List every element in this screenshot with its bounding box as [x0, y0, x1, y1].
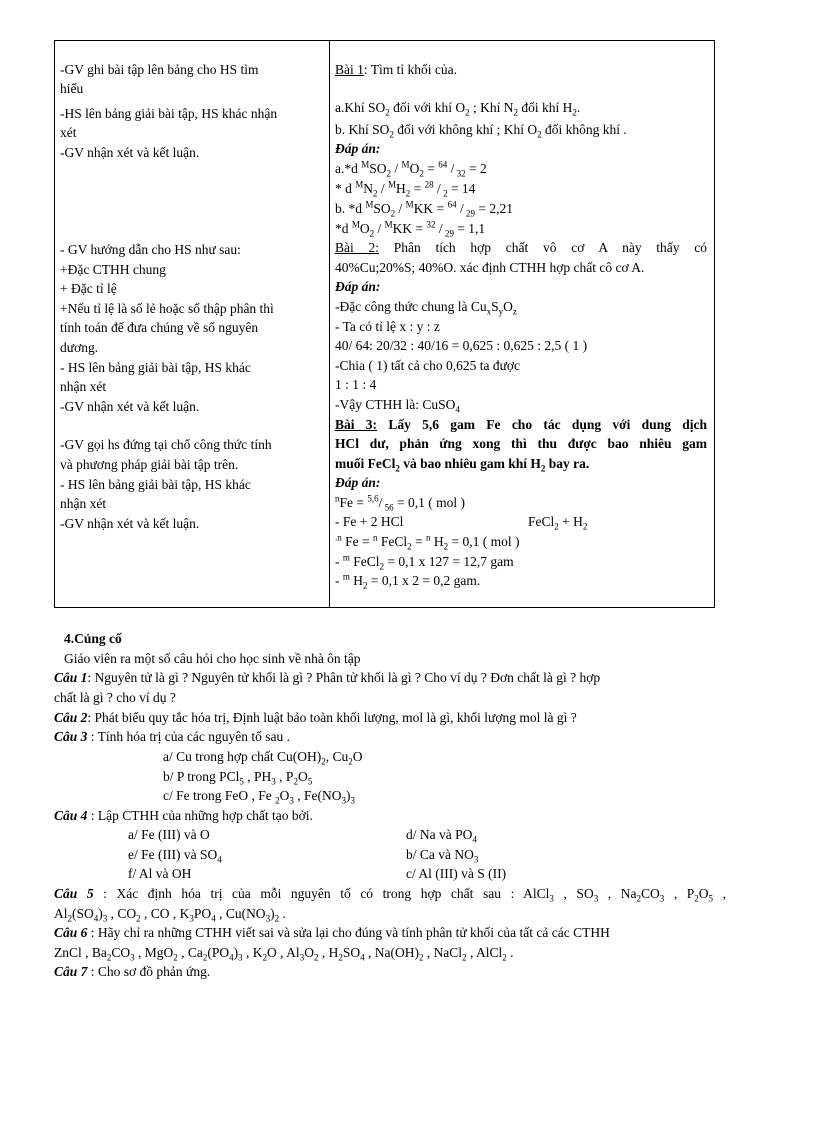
b3-line-1: $^n$Fe = $^{5,6}$/ $_{56}$ = 0,1 ( mol ) [335, 493, 465, 513]
cau-2: Câu 2: Phát biểu quy tắc hóa trị, Định luật bảo toàn khối lượng, mol là gì, khối lượng mol là gì ? [54, 710, 577, 725]
cau-4-c: c/ Al (III) và S (II) [406, 866, 507, 881]
bai2-line-2: 40%Cu;20%S; 40%O. xác định CTHH hợp chất cô cơ A. [335, 260, 645, 275]
column-divider [329, 41, 330, 607]
cau-5-cont: $Al_2(SO_4)_3$ , $CO_2$ , CO , $K_3PO_4$ , $Cu(NO_3)_2$ . [54, 906, 286, 924]
left-line-3: -HS lên bảng giải bài tập, HS khác nhận [60, 106, 278, 121]
bai1-heading: Bài 1: Tìm tỉ khối của. [335, 62, 457, 77]
b3-line-5: - $^m$ $H_2 = 0,1$ x 2 = 0,2 gam. [335, 571, 481, 591]
bai3-line-1: Bài 3: Lấy 5,6 gam Fe cho tác dụng với dung dịch [335, 417, 707, 432]
cau-3-b: b/ P trong PCl$_5$ , $PH_3$ , $P_2O_5$ [163, 769, 313, 787]
left-line-9: +Nếu tỉ lệ là số lẻ hoặc số thập phân thì [60, 301, 274, 316]
b2-line-1: -Đặc công thức chung là $Cu_xS_yO_z$ [335, 299, 517, 317]
left-line-1: -GV ghi bài tập lên bảng cho HS tìm [60, 62, 259, 77]
section-heading: 4.Củng cố [64, 631, 122, 646]
left-line-2: hiểu [60, 81, 84, 96]
left-line-14: -GV nhận xét và kết luận. [60, 399, 200, 414]
result-line-2: * d $^MN_2 / ^MH_2 = ^{28} / _2 = 14$ [335, 179, 476, 199]
left-line-8: + Đặc tỉ lệ [60, 281, 117, 296]
cau-5: Câu 5 : Xác định hóa trị của mỗi nguyên tố có trong hợp chất sau : AlCl$_3$ , $SO_3$ , $Na_2CO_3$ , $P_2O_5$ , [54, 886, 726, 904]
cau-7: Câu 7 : Cho sơ đồ phản ứng. [54, 964, 211, 979]
cau-4-d: d/ Na và $PO_4$ [406, 827, 477, 845]
left-line-5: -GV nhận xét và kết luận. [60, 145, 200, 160]
left-line-15: -GV gọi hs đứng tại chổ công thức tính [60, 437, 272, 452]
cau-1: Câu 1: Nguyên tử là gì ? Nguyên tử khối là gì ? Phân tử khối là gì ? Cho ví dụ ? Đơn chất là gì ? hợp [54, 670, 601, 685]
b2-line-5: 1 : 1 : 4 [335, 377, 377, 392]
cau-4: Câu 4 : Lập CTHH của những hợp chất tạo bởi. [54, 808, 313, 823]
left-line-10: tính toán để đưa chúng về số nguyên [60, 320, 259, 335]
b2-line-6: -Vậy CTHH là: CuSO$_4$ [335, 397, 460, 415]
cau-6: Câu 6 : Hãy chỉ ra những CTHH viết sai và sửa lại cho đúng và tính phân tử khối của tất cả các CTHH [54, 925, 610, 940]
section-intro: Giáo viên ra một số câu hỏi cho học sinh về nhà ôn tập [64, 651, 361, 666]
cau-4-f: f/ Al và OH [128, 866, 192, 881]
left-line-13: nhận xét [60, 379, 107, 394]
left-line-4: xét [60, 125, 77, 140]
left-line-16: và phương pháp giải bài tập trên. [60, 457, 239, 472]
lesson-table [54, 40, 715, 608]
cau-6-cont: ZnCl , $Ba_2CO_3$ , MgO$_2$ , $Ca_2(PO_4)_3$ , $K_2O$ , $Al_3O_2$ , $H_2SO_4$ , $Na(OH)_2$ , NaCl$_2$ , AlCl$_2$ . [54, 945, 514, 963]
left-line-12: - HS lên bảng giải bài tập, HS khác [60, 360, 251, 375]
dap-an-1: Đáp án: [335, 141, 381, 156]
left-line-19: -GV nhận xét và kết luận. [60, 516, 200, 531]
left-line-18: nhận xét [60, 496, 107, 511]
result-line-3: b. *d $^MSO_2 / ^MKK = ^{64} / _{29} = 2,21$ [335, 199, 513, 219]
left-line-7: +Đặc CTHH chung [60, 262, 166, 277]
cau-4-e: e/ Fe (III) và $SO_4$ [128, 847, 222, 865]
left-line-6: - GV hướng dẫn cho HS như sau: [60, 242, 241, 257]
cau-3-a: a/ Cu trong hợp chất $Cu(OH)_2$, $Cu_2O$ [163, 749, 363, 767]
dap-an-3: Đáp án: [335, 475, 381, 490]
bai3-line-2: HCl dư, phản ứng xong thì thu được bao nhiêu gam [335, 436, 707, 451]
bai1-part-b: b. Khí $SO_2$ đối với không khí ; Khí $O_2$ đối không khí . [335, 122, 627, 140]
b3-line-2-products: FeCl$_2$ + $H_2$ [528, 514, 588, 532]
cau-3: Câu 3 : Tính hóa trị của các nguyên tố sau . [54, 729, 290, 744]
result-line-4: *d $^MO_2 / ^MKK = ^{32} / _{29} = 1,1$ [335, 219, 486, 239]
result-line-1: a.*d $^MSO_2 / ^MO_2 = ^{64} / _{32} = 2$ [335, 159, 487, 179]
bai1-part-a: a.Khí $SO_2$ đối với khí $O_2$ ; Khí $N_2$ đối khí $H_2$. [335, 100, 581, 118]
bai2-line-1: Bài 2: Phân tích hợp chất vô cơ A này thấy có [335, 240, 708, 255]
left-line-11: dương. [60, 340, 99, 355]
cau-1-cont: chất là gì ? cho ví dụ ? [54, 690, 176, 705]
cau-4-b: b/ Ca và $NO_3$ [406, 847, 479, 865]
left-line-17: - HS lên bảng giải bài tập, HS khác [60, 477, 251, 492]
dap-an-2: Đáp án: [335, 279, 381, 294]
b3-line-2: - Fe + 2 HCl [335, 514, 404, 529]
b2-line-4: -Chia ( 1) tất cả cho 0,625 ta được [335, 358, 521, 373]
b3-line-3: $^{.n}$ Fe = $^n$ FeCl$_2$ = $^n$ $H_2 = 0,1$ ( mol ) [335, 532, 520, 552]
b2-line-3: 40/ 64: 20/32 : 40/16 = 0,625 : 0,625 : 2,5 ( 1 ) [335, 338, 588, 353]
bai3-line-3: muối FeCl$_2$ và bao nhiêu gam khí $H_2$ bay ra. [335, 456, 590, 474]
cau-4-a: a/ Fe (III) và O [128, 827, 210, 842]
b3-line-4: - $^m$ FeCl$_2$ = 0,1 x 127 = 12,7 gam [335, 552, 514, 572]
b2-line-2: - Ta có tỉ lệ x : y : z [335, 319, 440, 334]
cau-3-c: c/ Fe trong FeO , Fe $_2O_3$ , $Fe(NO_3)_3$ [163, 788, 355, 806]
